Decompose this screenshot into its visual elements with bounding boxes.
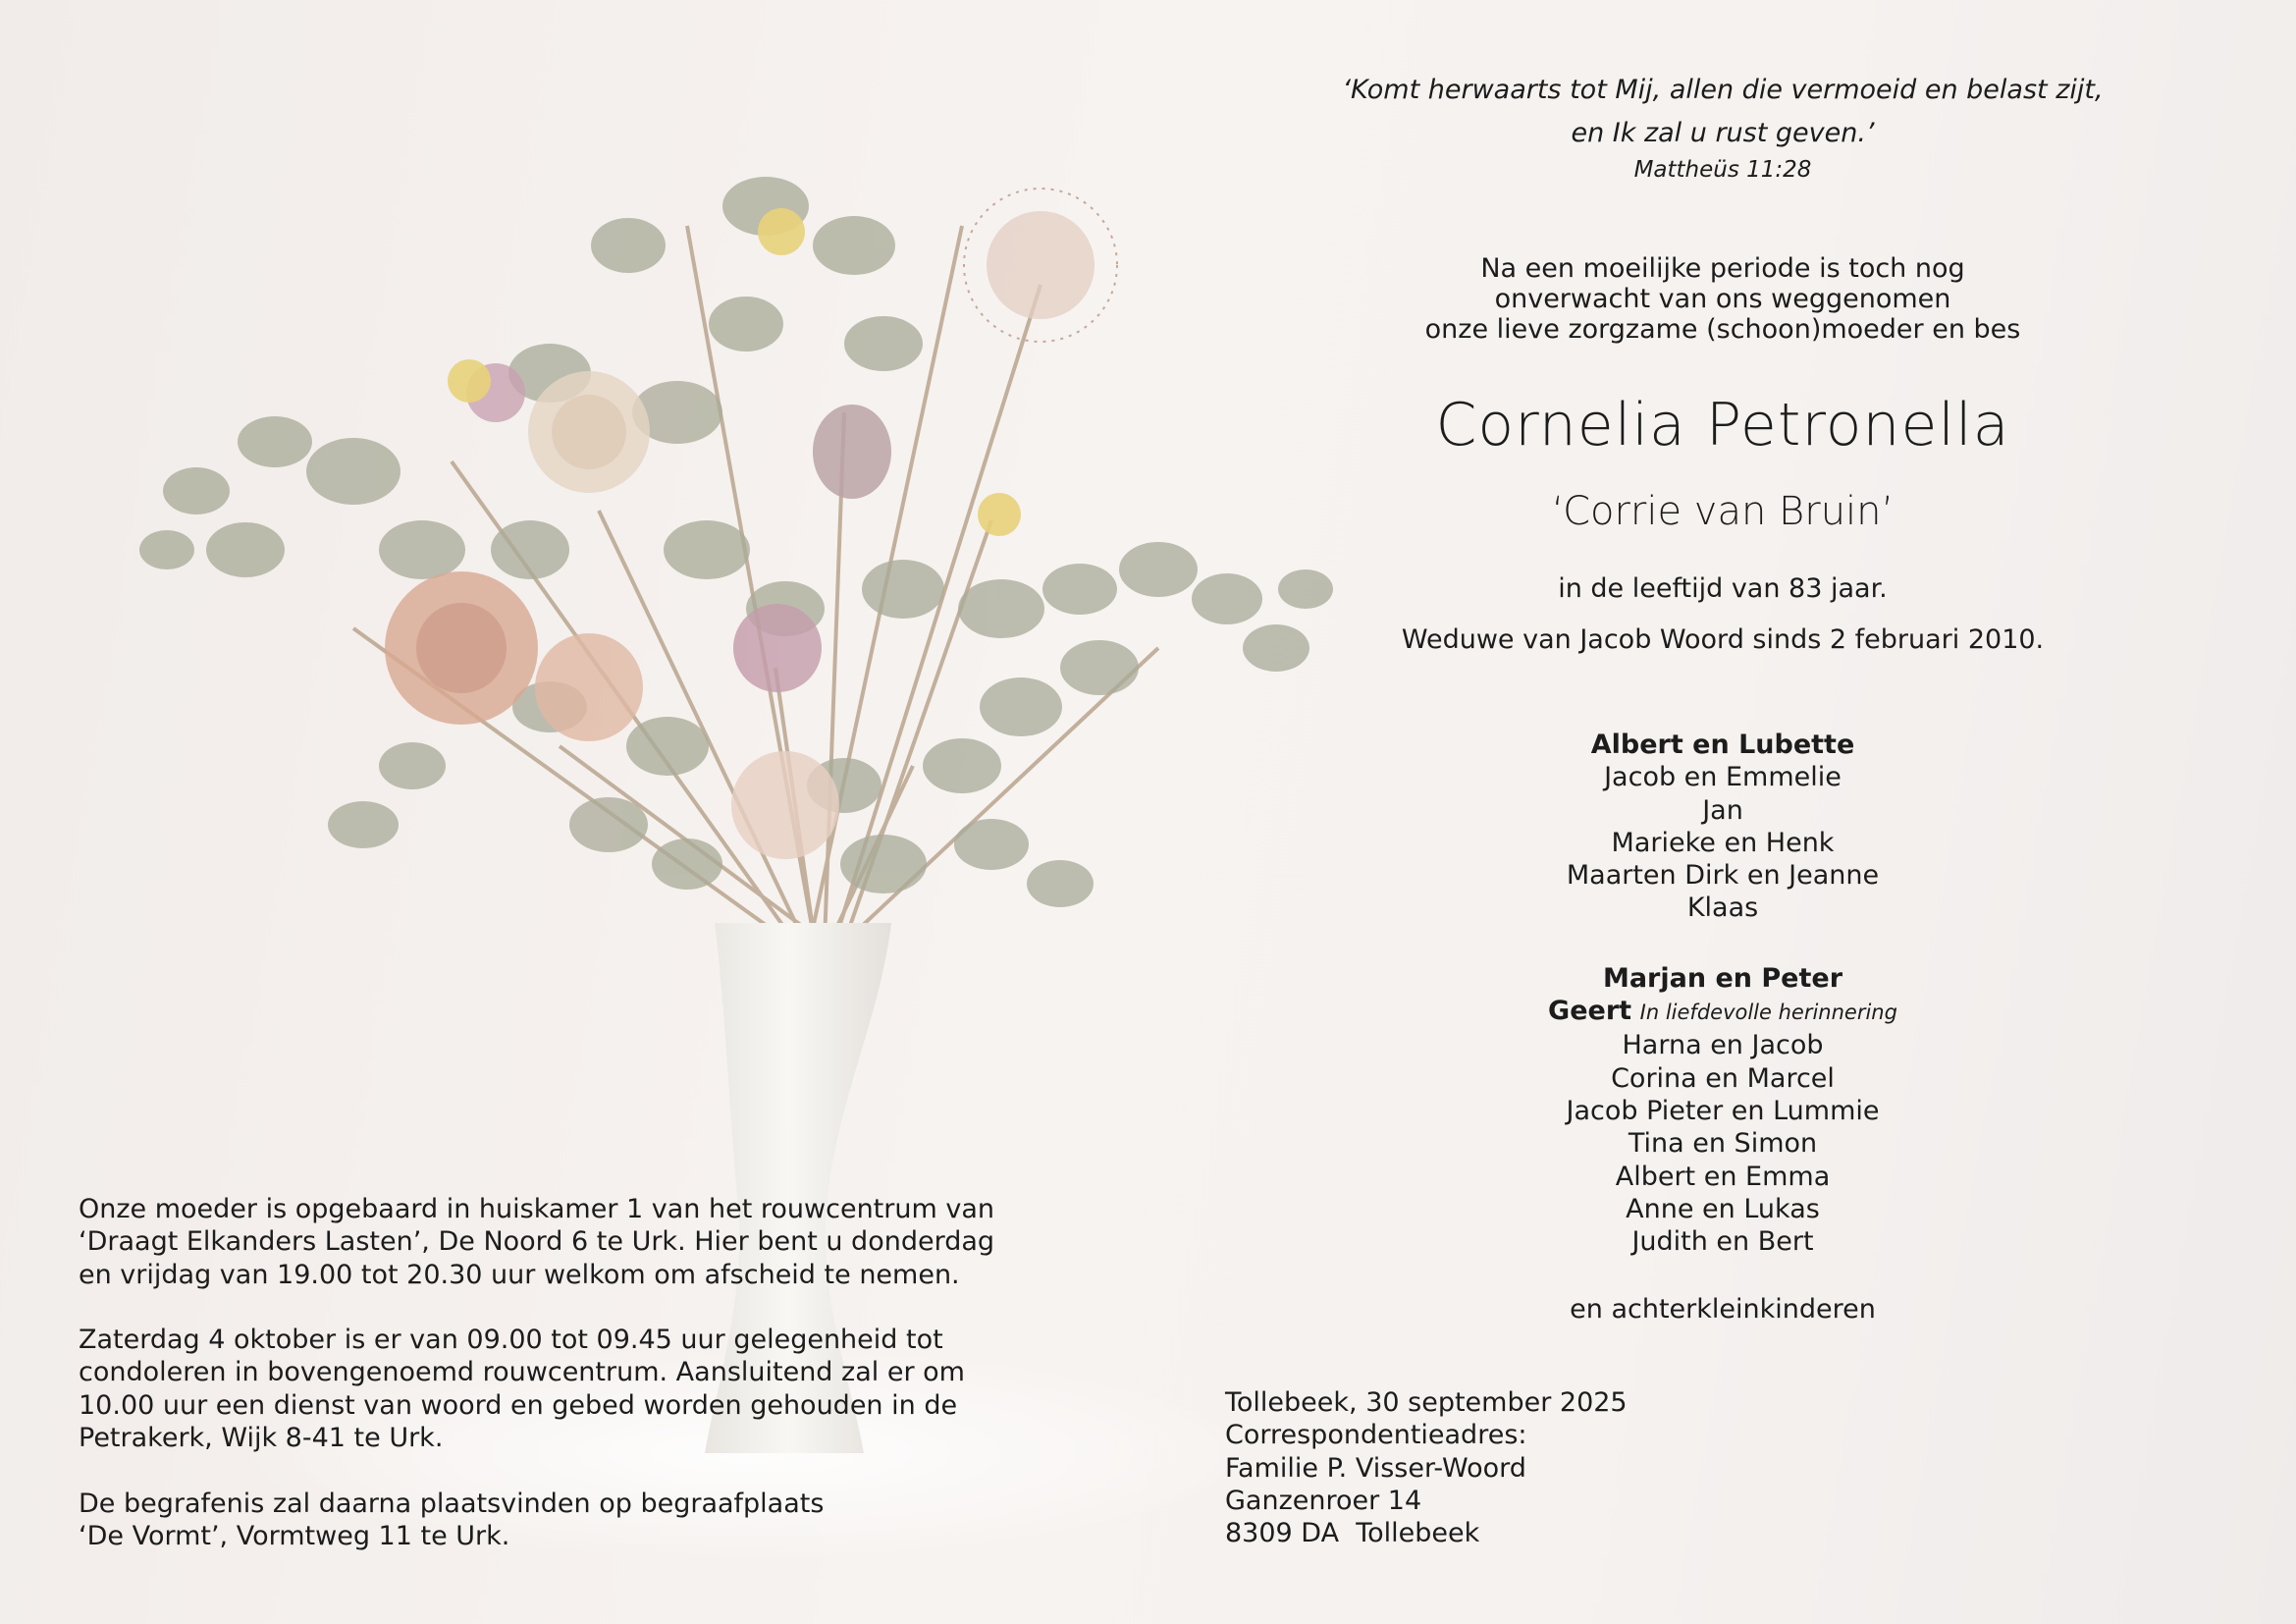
details-line: Onze moeder is opgebaard in huiskamer 1 van het rouwcentrum van <box>79 1194 995 1224</box>
deceased-nickname: ‘Corrie van Bruin’ <box>1551 489 1895 534</box>
viewing-paragraph <box>79 1193 1060 1291</box>
memorial-line <box>1306 995 2140 1029</box>
bible-quote <box>1306 69 2140 155</box>
quote-reference: Mattheüs 11:28 <box>1633 157 1812 183</box>
details-line: en vrijdag van 19.00 tot 20.30 uur welkom om afscheid te nemen. <box>79 1259 960 1290</box>
details-line: ‘Draagt Elkanders Lasten’, De Noord 6 te Urk. Hier bent u donderdag <box>79 1226 995 1258</box>
intro-line-3: onze lieve zorgzame (schoon)moeder en bes <box>1424 314 2021 345</box>
great-grandchildren: en achterkleinkinderen <box>1570 1294 1876 1326</box>
family-member: Klaas <box>1686 893 1759 924</box>
address-label: Correspondentieadres: <box>1225 1420 1527 1451</box>
family-group-1-head: Albert en Lubette <box>1590 730 1855 760</box>
correspondence-address <box>1225 1386 1716 1549</box>
address-street: Ganzenroer 14 <box>1225 1485 1422 1516</box>
family-group-2-head: Marjan en Peter <box>1602 962 1843 994</box>
family-member: Corina en Marcel <box>1611 1062 1835 1094</box>
intro-line-1: Na een moeilijke periode is toch nog <box>1480 253 1965 284</box>
burial-paragraph <box>79 1488 1060 1553</box>
age-text: in de leeftijd van 83 jaar. <box>1558 573 1888 604</box>
details-line: ‘De Vormt’, Vormtweg 11 te Urk. <box>79 1520 510 1551</box>
family-member: Jacob Pieter en Lummie <box>1566 1095 1880 1126</box>
details-line: 10.00 uur een dienst van woord en gebed worden gehouden in de <box>79 1389 958 1421</box>
family-member: Harna en Jacob <box>1622 1030 1824 1061</box>
family-member: Marieke en Henk <box>1611 827 1835 858</box>
service-paragraph <box>79 1324 1060 1454</box>
family-member: Judith en Bert <box>1631 1226 1814 1258</box>
family-list <box>1306 729 2140 1326</box>
address-family: Familie P. Visser-Woord <box>1225 1452 1526 1484</box>
details-line: Zaterdag 4 oktober is er van 09.00 tot 09.45 uur gelegenheid tot <box>79 1325 943 1356</box>
details-line: condoleren in bovengenoemd rouwcentrum. Aansluitend zal er om <box>79 1357 965 1388</box>
family-member: Anne en Lukas <box>1626 1193 1820 1224</box>
family-member: Albert en Emma <box>1615 1161 1831 1192</box>
memorial-note: In liefdevolle herinnering <box>1639 1001 1897 1025</box>
memorial-name: Geert <box>1548 996 1632 1027</box>
family-member: Maarten Dirk en Jeanne <box>1566 860 1880 892</box>
details-line: Petrakerk, Wijk 8-41 te Urk. <box>79 1423 444 1454</box>
quote-line-2: en Ik zal u rust geven.’ <box>1571 118 1875 148</box>
widow-text: Weduwe van Jacob Woord sinds 2 februari 2010. <box>1401 624 2045 655</box>
quote-line-1: ‘Komt herwaarts tot Mij, allen die vermoeid en belast zijt, <box>1342 75 2104 105</box>
address-postal-city: 8309 DA Tollebeek <box>1225 1518 1480 1549</box>
family-member: Jacob en Emmelie <box>1604 762 1842 793</box>
deceased-name: Cornelia Petronella <box>1435 391 2010 460</box>
funeral-details <box>79 1193 1060 1586</box>
family-member: Tina en Simon <box>1628 1128 1818 1160</box>
place-date: Tollebeek, 30 september 2025 <box>1225 1387 1628 1418</box>
family-member: Jan <box>1702 794 1743 826</box>
details-line: De begrafenis zal daarna plaatsvinden op begraafplaats <box>79 1488 825 1519</box>
intro-text <box>1306 253 2140 345</box>
intro-line-2: onverwacht van ons weggenomen <box>1494 284 1951 314</box>
